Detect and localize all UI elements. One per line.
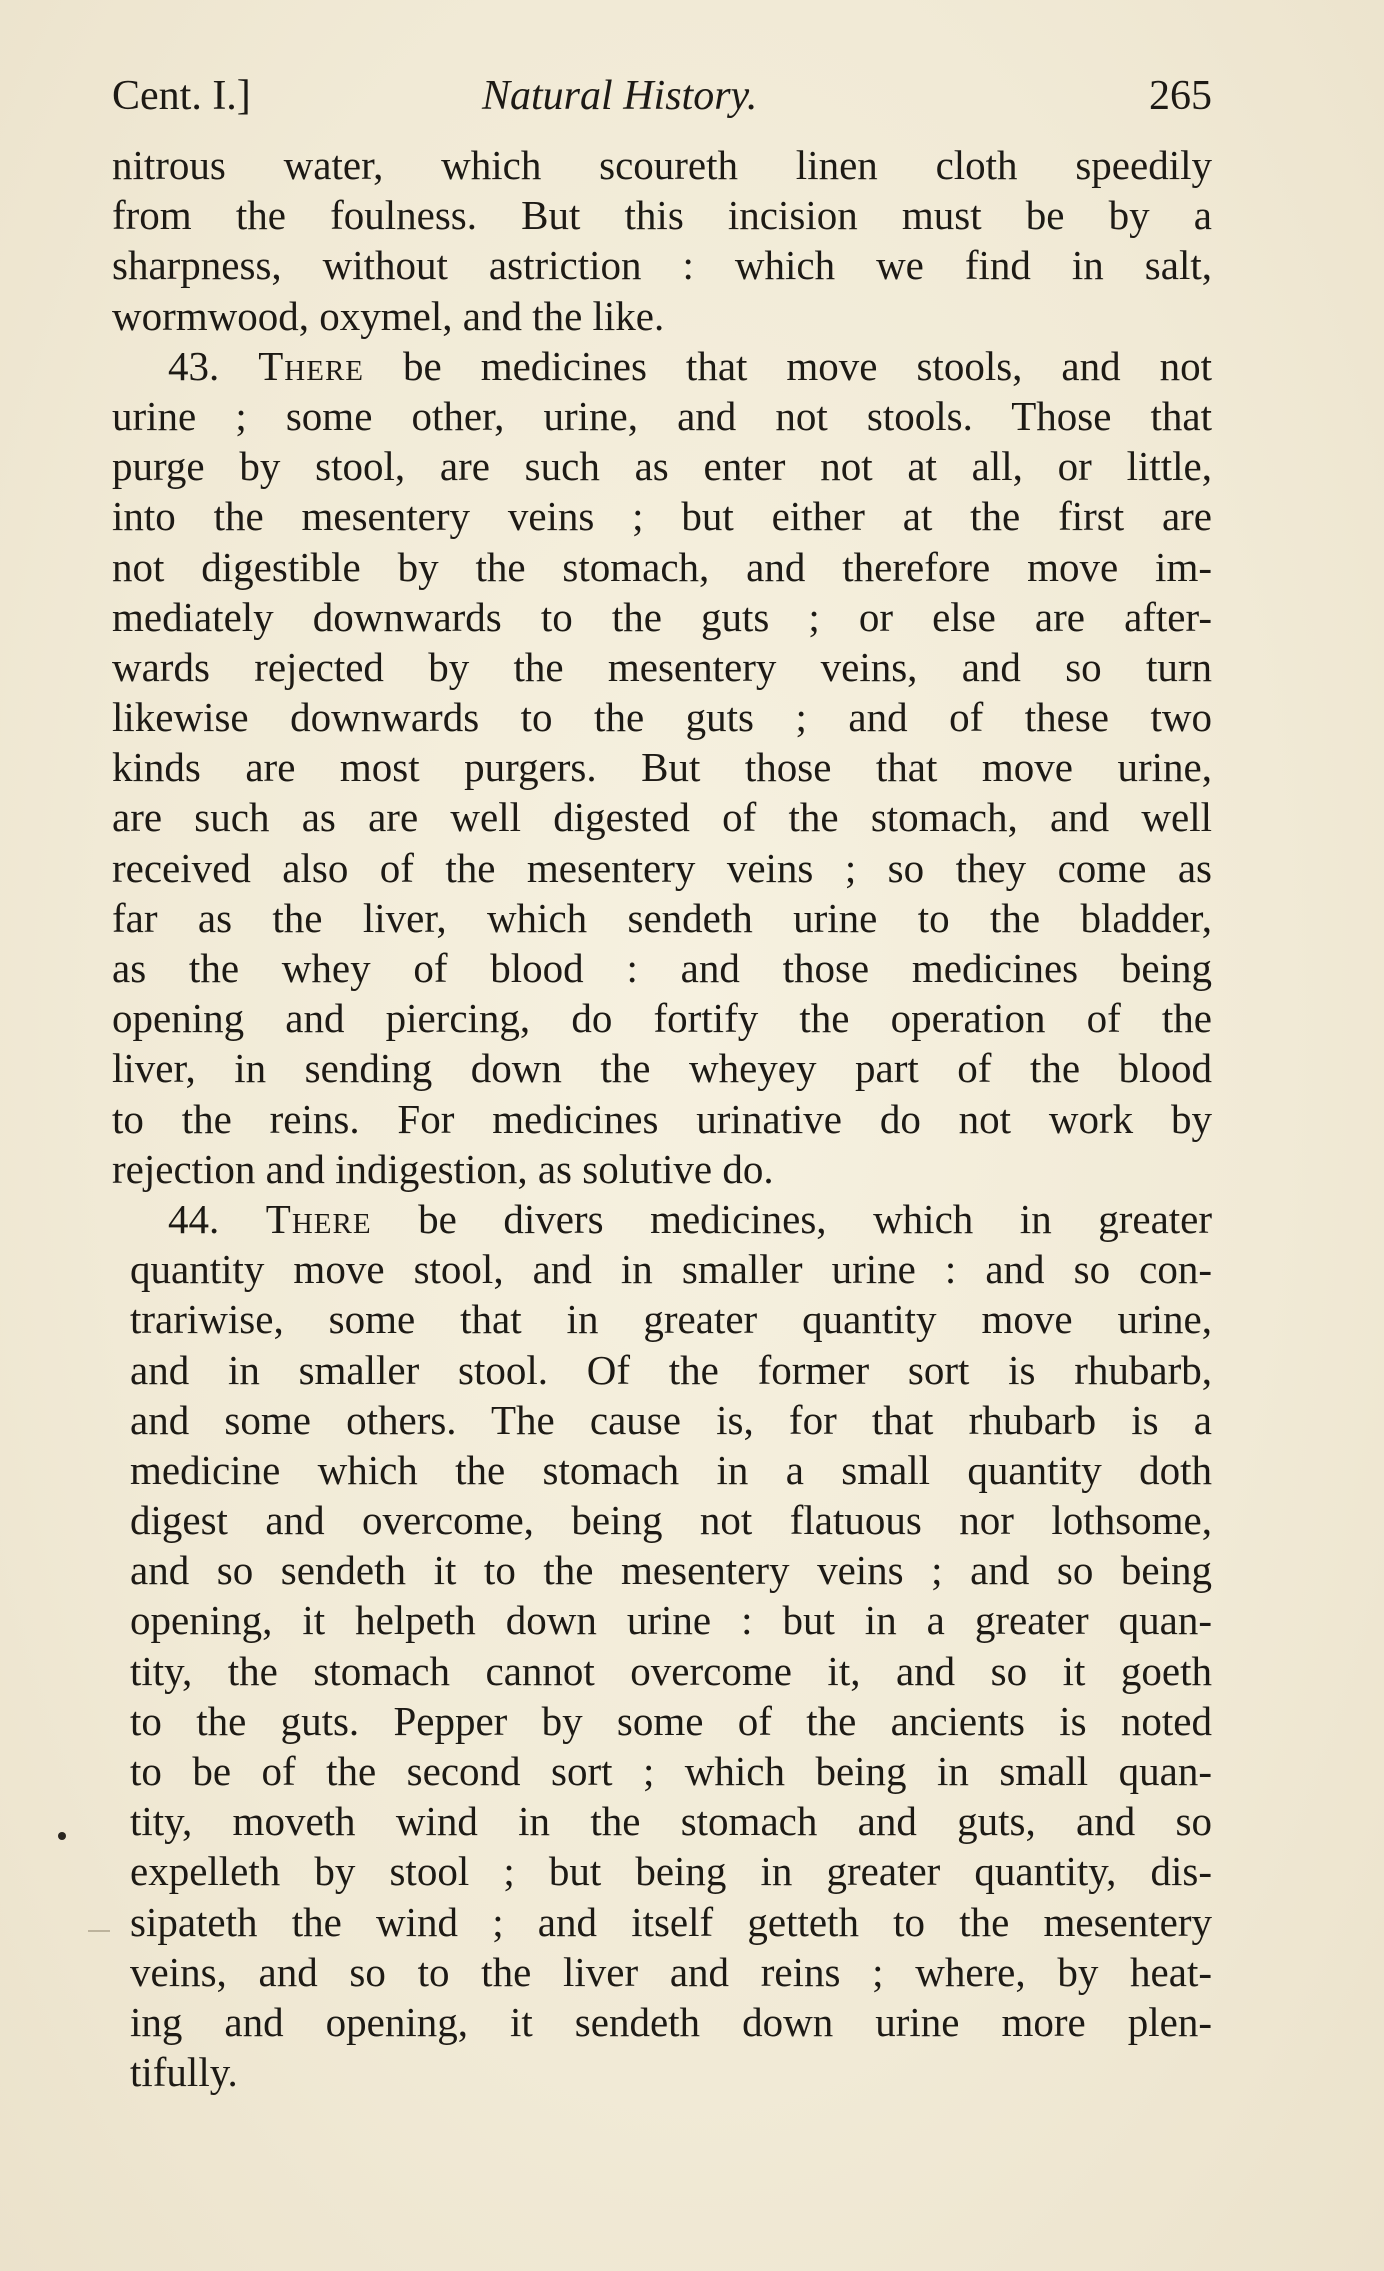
paragraph-number: 43. bbox=[168, 342, 220, 389]
paragraph-44-first-line bbox=[112, 1194, 1212, 1244]
text-line: and in smaller stool. Of the former sort is rhubarb, bbox=[130, 1346, 1212, 1393]
margin-dot-mark bbox=[58, 1832, 66, 1840]
section-label: Cent. I.] bbox=[112, 73, 251, 119]
paragraph-lead-word: There bbox=[258, 342, 365, 389]
body-text bbox=[112, 140, 1212, 2097]
text-line: to be of the second sort ; which being in small quan- bbox=[130, 1748, 1212, 1794]
text-line: tity, moveth wind in the stomach and guts, and so bbox=[130, 1798, 1212, 1845]
text-line: opening, it helpeth down urine : but in a greater quan- bbox=[130, 1597, 1212, 1644]
text-line: wards rejected by the mesentery veins, and so turn bbox=[112, 643, 1212, 690]
text-line: medicine which the stomach in a small quantity doth bbox=[130, 1446, 1212, 1493]
paragraph-43-first-line bbox=[112, 341, 1212, 391]
text-line: are such as are well digested of the stomach, and well bbox=[112, 794, 1212, 841]
text-line: as the whey of blood : and those medicines being bbox=[112, 945, 1212, 991]
text-line: and so sendeth it to the mesentery veins ; and so being bbox=[130, 1547, 1212, 1594]
text-line: to the reins. For medicines urinative do not work by bbox=[112, 1095, 1212, 1142]
text-line: likewise downwards to the guts ; and of these two bbox=[112, 694, 1212, 741]
text-line: sharpness, without astriction : which we find in salt, bbox=[112, 242, 1212, 289]
text-line: kinds are most purgers. But those that move urine, bbox=[112, 744, 1212, 791]
text-line: mediately downwards to the guts ; or else are after- bbox=[112, 593, 1212, 640]
text-line: from the foulness. But this incision must be by a bbox=[112, 192, 1212, 239]
margin-rule-mark bbox=[88, 1930, 110, 1932]
text-line: quantity move stool, and in smaller urine : and so con- bbox=[130, 1246, 1212, 1293]
text-line: tity, the stomach cannot overcome it, and so it goeth bbox=[130, 1647, 1212, 1694]
text-line: to the guts. Pepper by some of the ancients is noted bbox=[130, 1697, 1212, 1744]
text-line: rejection and indigestion, as solutive do. bbox=[112, 1145, 774, 1192]
text-line: ing and opening, it sendeth down urine more plen- bbox=[130, 1998, 1212, 2045]
text-line: not digestible by the stomach, and therefore move im- bbox=[112, 543, 1212, 590]
paragraph-lead-word: There bbox=[265, 1195, 372, 1242]
text-line: sipateth the wind ; and itself getteth to the mesentery bbox=[130, 1898, 1212, 1945]
book-title: Natural History. bbox=[482, 73, 758, 119]
running-head bbox=[112, 66, 1212, 126]
text-line: expelleth by stool ; but being in greater quantity, dis- bbox=[130, 1848, 1212, 1895]
paragraph-number: 44. bbox=[168, 1195, 220, 1242]
text-line: opening and piercing, do fortify the operation of the bbox=[112, 995, 1212, 1042]
text-line: urine ; some other, urine, and not stools. Those that bbox=[112, 392, 1212, 439]
text-line: into the mesentery veins ; but either at the first are bbox=[112, 493, 1212, 540]
text-line: nitrous water, which scoureth linen cloth speedily bbox=[112, 142, 1212, 188]
text-line: digest and overcome, being not flatuous nor lothsome, bbox=[130, 1497, 1212, 1544]
text-line: wormwood, oxymel, and the like. bbox=[112, 292, 665, 339]
text-line: received also of the mesentery veins ; so they come as bbox=[112, 844, 1212, 891]
text-line: veins, and so to the liver and reins ; where, by heat- bbox=[130, 1948, 1212, 1995]
text-line: be medicines that move stools, and not bbox=[403, 342, 1213, 389]
text-line: and some others. The cause is, for that rhubarb is a bbox=[130, 1396, 1212, 1443]
text-line: trariwise, some that in greater quantity move urine, bbox=[130, 1296, 1212, 1343]
text-line: tifully. bbox=[130, 2049, 238, 2096]
text-line: liver, in sending down the wheyey part of the blood bbox=[112, 1045, 1212, 1092]
text-line: far as the liver, which sendeth urine to the bladder, bbox=[112, 894, 1212, 941]
page-number: 265 bbox=[1149, 73, 1212, 119]
text-line: purge by stool, are such as enter not at all, or little, bbox=[112, 443, 1212, 490]
text-line: be divers medicines, which in greater bbox=[418, 1195, 1213, 1242]
